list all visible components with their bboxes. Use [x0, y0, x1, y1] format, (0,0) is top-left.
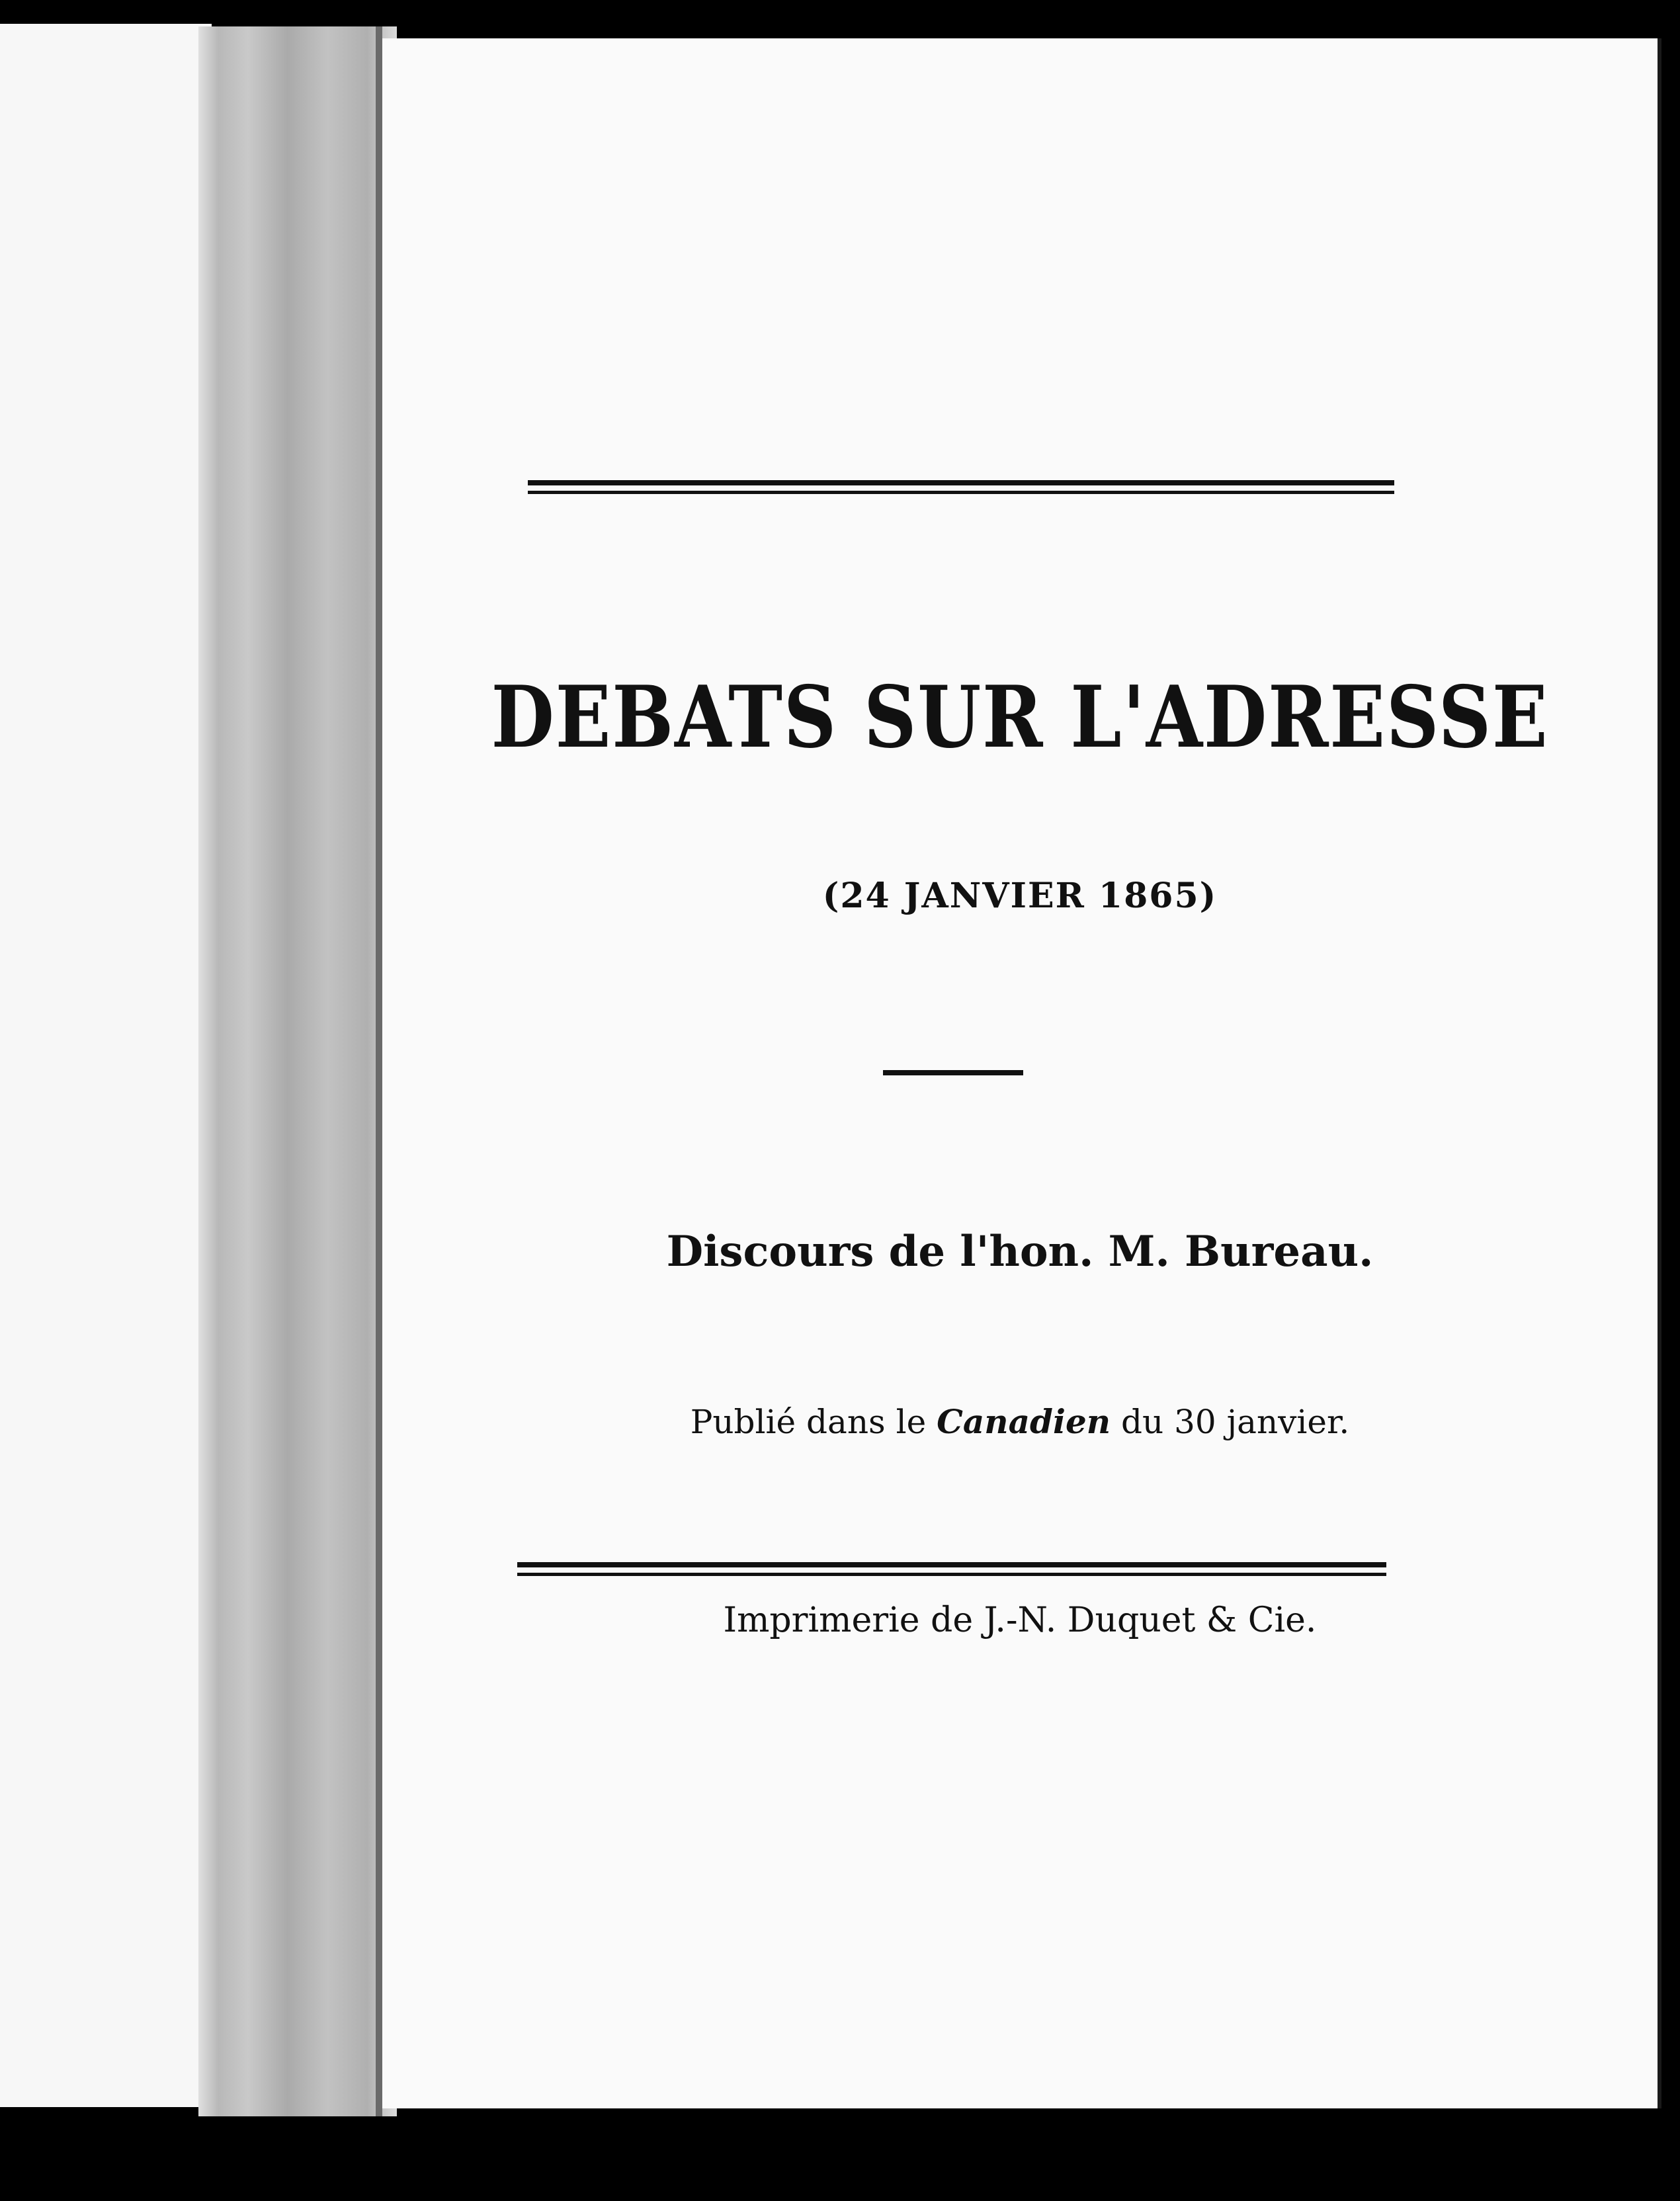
spine-edge: [376, 26, 382, 2116]
document-title: DEBATS SUR L'ADRESSE: [491, 668, 1549, 767]
top-double-rule: [528, 480, 1394, 495]
printer-imprint: Imprimerie de J.-N. Duquet & Cie.: [723, 1600, 1317, 1640]
document-date: (24 JANVIER 1865): [822, 876, 1218, 916]
book-spine: [198, 26, 397, 2116]
publication-note: [382, 1402, 1658, 1441]
publication-note-suffix: du 30 janvier.: [1111, 1403, 1350, 1441]
newspaper-name: Canadien: [937, 1402, 1111, 1441]
speech-attribution: Discours de l'hon. M. Bureau.: [666, 1227, 1374, 1276]
publication-note-prefix: Publié dans le: [690, 1403, 937, 1441]
short-divider-rule: [883, 1070, 1023, 1075]
left-page: [0, 24, 212, 2107]
bottom-double-rule: [517, 1562, 1386, 1577]
